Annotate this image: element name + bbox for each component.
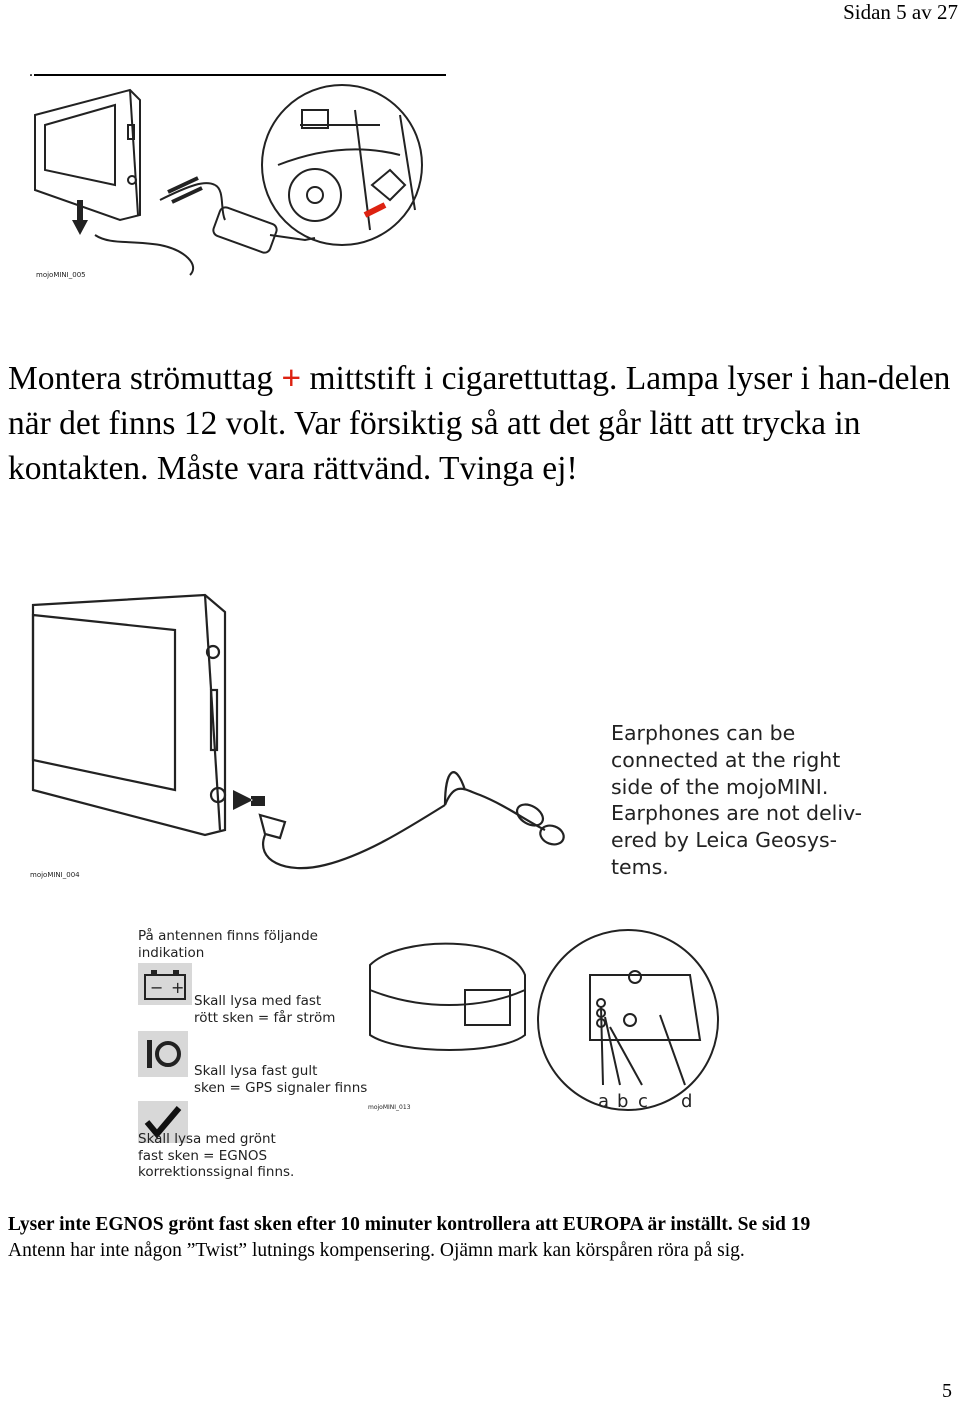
- egnos-note: Lyser inte EGNOS grönt fast sken efter 10 minuter kontrollera att EUROPA är inställt. Se sid 19: [8, 1214, 811, 1235]
- indicator-red-text: Skall lysa med fast rött sken = får ström: [194, 993, 336, 1026]
- figure-earphones: [25, 590, 585, 890]
- figure1-code: mojoMINI_005: [36, 271, 86, 279]
- battery-minus: −: [150, 978, 164, 997]
- antenna-label-c: c: [638, 1091, 648, 1112]
- paragraph-part1: Montera strömuttag: [8, 360, 282, 397]
- antenna-label-d: d: [681, 1091, 693, 1112]
- twist-note: Antenn har inte någon ”Twist” lutnings kompensering. Ojämn mark kan körspåren röra på sig.: [8, 1240, 745, 1261]
- instruction-paragraph: [8, 356, 953, 491]
- gps-icon: [137, 1030, 189, 1078]
- bullet-mark: .: [29, 63, 33, 80]
- earphones-caption: Earphones can be connected at the right side of the mojoMINI. Earphones are not deliv- ered by Leica Geosys- tems.: [611, 721, 863, 879]
- paragraph-part2: mittstift i cigarettuttag. Lampa lyser i han-delen när det finns 12 volt. Var försiktig så att det går lätt att trycka in kontakten. Måste vara rättvänd. Tvinga ej!: [8, 360, 951, 487]
- indicator-green-text: Skall lysa med grönt fast sken = EGNOS korrektionssignal finns.: [138, 1131, 295, 1180]
- figure-car-charger: [20, 70, 460, 290]
- figure-antenna: [360, 935, 720, 1115]
- antenna-label-b: b: [617, 1091, 629, 1112]
- figure2-code: mojoMINI_004: [30, 871, 80, 879]
- antenna-heading: På antennen finns följande indikation: [138, 928, 318, 961]
- indicator-yellow-text: Skall lysa fast gult sken = GPS signaler finns: [194, 1063, 368, 1096]
- plus-symbol: +: [281, 360, 302, 397]
- page-number: 5: [942, 1380, 952, 1402]
- figure3-code: mojoMINI_013: [368, 1104, 411, 1111]
- page-header: Sidan 5 av 27: [843, 0, 958, 24]
- battery-icon: [137, 962, 193, 1006]
- antenna-label-a: a: [598, 1091, 610, 1112]
- battery-plus: +: [171, 978, 185, 997]
